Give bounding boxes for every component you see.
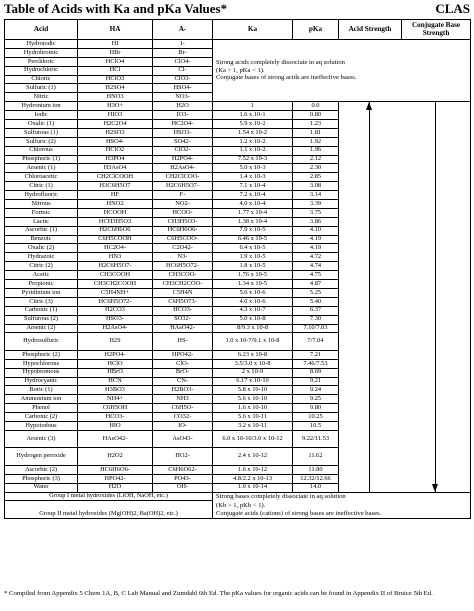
strength-arrows: [339, 102, 471, 492]
pka-value: 9.22/11.53: [293, 430, 339, 448]
conjugate-base: H2AsO4-: [153, 164, 213, 173]
pka-value: 1.23: [293, 120, 339, 129]
ka-value: 1.6 x 10-10: [213, 404, 293, 413]
table-body: [5, 40, 471, 519]
ka-value: 6.17 x 10-10: [213, 377, 293, 386]
acid-name: Chloric: [5, 75, 78, 84]
conjugate-base: HAsO42-: [153, 324, 213, 333]
acid-strength-arrow-icon: [369, 102, 370, 491]
acid-formula: H2O2: [78, 448, 153, 466]
ka-value: 7.1 x 10-4: [213, 182, 293, 191]
ka-value: 5.6 x 10-6: [213, 288, 293, 297]
acid-formula: HC6H5O72-: [78, 297, 153, 306]
col-ka: Ka: [213, 20, 293, 40]
acid-formula: H3BO3: [78, 386, 153, 395]
acid-name: Hypobromous: [5, 368, 78, 377]
ka-value: 1.77 x 10-4: [213, 208, 293, 217]
pka-value: 1.96: [293, 146, 339, 155]
strong-base-note: Strong bases completely dissociate in aq solution: [213, 492, 471, 501]
ka-value: 5.8 x 10-10: [213, 386, 293, 395]
pka-value: 4.72: [293, 253, 339, 262]
acid-name: Hypochlorous: [5, 359, 78, 368]
acid-name: Ammonium ion: [5, 395, 78, 404]
acid-formula: C5H4NH+: [78, 288, 153, 297]
ka-value: 5.9 x 10-2: [213, 120, 293, 129]
conjugate-base: H2O: [153, 102, 213, 111]
ka-value: 5.0 x 10-3: [213, 164, 293, 173]
acid-name: Acetic: [5, 271, 78, 280]
col-acid-strength: Acid Strength: [339, 20, 402, 40]
ka-value: 1.76 x 10-5: [213, 271, 293, 280]
acid-name: Hydrocyanic: [5, 377, 78, 386]
pka-value: 2.30: [293, 164, 339, 173]
pka-value: 4.19: [293, 235, 339, 244]
acid-formula: HIO: [78, 422, 153, 431]
acid-name: Pyridinium ion: [5, 288, 78, 297]
acid-formula: HBr: [78, 48, 153, 57]
acid-formula: H2PO4-: [78, 350, 153, 359]
col-acid: Acid: [5, 20, 78, 40]
acid-formula: HSO4-: [78, 137, 153, 146]
ka-value: 1.38 x 10-4: [213, 217, 293, 226]
conjugate-base: AsO43-: [153, 430, 213, 448]
acid-formula: HNO3: [78, 93, 153, 102]
acid-name: Hydrochloric: [5, 66, 78, 75]
ka-value: 1.2 x 10-2: [213, 137, 293, 146]
conjugate-base: HSO4-: [153, 84, 213, 93]
conjugate-base: H2PO4-: [153, 155, 213, 164]
conjugate-base: HPO42-: [153, 350, 213, 359]
acid-name: Ascorbic (1): [5, 226, 78, 235]
pka-value: 11.80: [293, 465, 339, 474]
acid-name: Citric (1): [5, 182, 78, 191]
conjugate-base: SO32-: [153, 315, 213, 324]
document-header: [4, 1, 470, 18]
conjugate-base: CH3COO-: [153, 271, 213, 280]
ka-value: 4.3 x 10-7: [213, 306, 293, 315]
conjugate-base: NH3: [153, 395, 213, 404]
acid-formula: C6H5OH: [78, 404, 153, 413]
conjugate-base: ClO2-: [153, 146, 213, 155]
pka-value: 0.0: [293, 102, 339, 111]
conjugate-base: NO3-: [153, 93, 213, 102]
pka-value: 10.5: [293, 422, 339, 431]
strong-base-row: [5, 501, 471, 510]
pka-value: 1.92: [293, 137, 339, 146]
conjugate-base: HC6H6O6-: [153, 226, 213, 235]
conjugate-base: ClO4-: [153, 57, 213, 66]
pka-value: 9.80: [293, 404, 339, 413]
acid-name: Arsenic (2): [5, 324, 78, 333]
acid-formula: H2C2O4: [78, 120, 153, 129]
conjugate-base: F-: [153, 191, 213, 200]
acid-formula: H2AsO4-: [78, 324, 153, 333]
base-strength-arrow-icon: [435, 102, 436, 491]
conjugate-base: CH3H5O3-: [153, 217, 213, 226]
acid-formula: HIO3: [78, 111, 153, 120]
acid-formula: HCOOH: [78, 208, 153, 217]
acid-name: Lactic: [5, 217, 78, 226]
acid-name: Nitric: [5, 93, 78, 102]
acid-name: Carbonic (2): [5, 413, 78, 422]
acid-formula: H2SO4: [78, 84, 153, 93]
acid-formula: H3C6H5O7: [78, 182, 153, 191]
conjugate-base: HC2O4-: [153, 120, 213, 129]
ka-value: 1.6 x 10-1: [213, 111, 293, 120]
pka-value: 7.30: [293, 315, 339, 324]
ka-value: 1.34 x 10-5: [213, 280, 293, 289]
ka-value: 5.0 x 10-8: [213, 315, 293, 324]
acid-name: Water: [5, 483, 78, 492]
acid-name: Hydrofluoric: [5, 191, 78, 200]
acid-name: Hydrogen peroxide: [5, 448, 78, 466]
acid-formula: H2C6H5O7-: [78, 262, 153, 271]
conjugate-base: ClO-: [153, 359, 213, 368]
conjugate-base: H2BO3-: [153, 386, 213, 395]
strong-base-label: Group II metal hydroxides (Mg(OH)2, Ba(OH)2, etc.): [5, 510, 213, 519]
acid-formula: HNO2: [78, 200, 153, 209]
acid-formula: NH4+: [78, 395, 153, 404]
strong-base-label: Group I metal hydroxides (LiOH, NaOH, etc.): [5, 492, 213, 501]
page-title: Table of Acids with Ka and pKa Values*: [4, 1, 228, 16]
acid-name: Carbonic (1): [5, 306, 78, 315]
pka-value: 12.32/12.66: [293, 474, 339, 483]
pka-value: 3.75: [293, 208, 339, 217]
strong-base-row: [5, 492, 471, 501]
conjugate-base: HC6H5O72-: [153, 262, 213, 271]
pka-value: 3.14: [293, 191, 339, 200]
acid-formula: HPO42-: [78, 474, 153, 483]
pka-value: 2.85: [293, 173, 339, 182]
conjugate-base: C5H4N: [153, 288, 213, 297]
acid-name: Hydronium ion: [5, 102, 78, 111]
ka-value: 3.5/3.0 x 10-8: [213, 359, 293, 368]
ka-value: 4.0 x 10-6: [213, 297, 293, 306]
col-a: A-: [153, 20, 213, 40]
acid-formula: HClO: [78, 359, 153, 368]
acid-name: Iodic: [5, 111, 78, 120]
conjugate-base: C2O42-: [153, 244, 213, 253]
acid-formula: HBrO: [78, 368, 153, 377]
strong-base-label: [5, 501, 213, 510]
pka-value: 5.40: [293, 297, 339, 306]
acid-name: Phosphoric (2): [5, 350, 78, 359]
pka-value: 11.62: [293, 448, 339, 466]
conjugate-base: HCOO-: [153, 208, 213, 217]
conjugate-base: BrO-: [153, 368, 213, 377]
ka-value: 1.0 x 10-14: [213, 483, 293, 492]
ka-value: 1.4 x 10-3: [213, 173, 293, 182]
acid-name: Phenol: [5, 404, 78, 413]
acid-formula: HClO3: [78, 75, 153, 84]
ka-value: 3.2 x 10-11: [213, 422, 293, 431]
pka-value: 5.25: [293, 288, 339, 297]
col-ha: HA: [78, 20, 153, 40]
acid-name: Hydrazoic: [5, 253, 78, 262]
ka-value: 1.6 x 10-12: [213, 465, 293, 474]
acid-formula: HC6H6O6-: [78, 465, 153, 474]
strong-acid-row: [5, 40, 471, 49]
conjugate-base: I-: [153, 40, 213, 49]
acid-formula: H2SO3: [78, 128, 153, 137]
pka-value: 4.75: [293, 271, 339, 280]
pka-value: 0.80: [293, 111, 339, 120]
conjugate-base: N3-: [153, 253, 213, 262]
acid-name: Ascorbic (2): [5, 465, 78, 474]
pka-value: 3.86: [293, 217, 339, 226]
ka-value: 8/9.3 x 10-8: [213, 324, 293, 333]
acid-name: Formic: [5, 208, 78, 217]
ka-value: 6.46 x 10-5: [213, 235, 293, 244]
conjugate-base: HS-: [153, 333, 213, 351]
ka-value: 1: [213, 102, 293, 111]
acid-formula: CH3COOH: [78, 271, 153, 280]
acid-formula: HC2O4-: [78, 244, 153, 253]
acid-name: Boric (1): [5, 386, 78, 395]
acid-formula: H2CO3: [78, 306, 153, 315]
conjugate-base: PO43-: [153, 474, 213, 483]
pka-value: 1.81: [293, 128, 339, 137]
acid-formula: HCl: [78, 66, 153, 75]
conjugate-base: CH2ClCOO-: [153, 173, 213, 182]
conjugate-base: ClO3-: [153, 75, 213, 84]
pka-value: 9.24: [293, 386, 339, 395]
ka-value: 5.6 x 10-11: [213, 413, 293, 422]
pka-value: 7.10/7.03: [293, 324, 339, 333]
conjugate-base: C6H5COO-: [153, 235, 213, 244]
ka-value: 2.4 x 10-12: [213, 448, 293, 466]
header-row: [5, 20, 471, 40]
acid-formula: H2O: [78, 483, 153, 492]
acid-name: Sulfurous (2): [5, 315, 78, 324]
pka-value: 14.0: [293, 483, 339, 492]
acid-formula: HClO4: [78, 57, 153, 66]
acid-name: Hydroiodic: [5, 40, 78, 49]
acid-row: [5, 102, 471, 111]
ka-value: 1.54 x 10-2: [213, 128, 293, 137]
strong-base-note: (Kb > 1, pKb < 1).: [213, 501, 471, 510]
ka-value: 5.6 x 10-10: [213, 395, 293, 404]
pka-value: 2.12: [293, 155, 339, 164]
ka-value: 7.2 x 10-4: [213, 191, 293, 200]
ka-value: 4.8/2.2 x 10-13: [213, 474, 293, 483]
acid-formula: H3AsO4: [78, 164, 153, 173]
strong-base-row: [5, 510, 471, 519]
acid-formula: HCH3H5O3: [78, 217, 153, 226]
acid-name: Citric (3): [5, 297, 78, 306]
acid-name: Hypoiodous: [5, 422, 78, 431]
conjugate-base: HO2-: [153, 448, 213, 466]
pka-value: 9.21: [293, 377, 339, 386]
col-pka: pKa: [293, 20, 339, 40]
acid-formula: HAsO42-: [78, 430, 153, 448]
pka-value: 7/7.04: [293, 333, 339, 351]
acid-name: Propionic: [5, 280, 78, 289]
acid-name: Benzoic: [5, 235, 78, 244]
acid-name: Oxalic (1): [5, 120, 78, 129]
acid-formula: H3PO4: [78, 155, 153, 164]
pka-value: 4.10: [293, 226, 339, 235]
acid-name: Chlorous: [5, 146, 78, 155]
acid-formula: H3O+: [78, 102, 153, 111]
strong-acid-note-line: Strong acids completely dissociate in aq solution: [216, 59, 345, 67]
ka-value: 2 x 10-9: [213, 368, 293, 377]
conjugate-base: IO3-: [153, 111, 213, 120]
acid-table: [4, 19, 471, 519]
acid-name: Arsenic (1): [5, 164, 78, 173]
conjugate-base: C6H5O-: [153, 404, 213, 413]
acid-name: Phosphoric (1): [5, 155, 78, 164]
acid-formula: C6H5COOH: [78, 235, 153, 244]
ka-value: 7.52 x 10-3: [213, 155, 293, 164]
acid-name: Nitrous: [5, 200, 78, 209]
ka-value: 6.0 x 10-10/3.0 x 10-12: [213, 430, 293, 448]
col-base-strength: Conjugate Base Strength: [402, 20, 471, 40]
acid-formula: HClO2: [78, 146, 153, 155]
ka-value: 6.4 x 10-5: [213, 244, 293, 253]
pka-value: 8.69: [293, 368, 339, 377]
acid-name: Sulfuric (1): [5, 84, 78, 93]
pka-value: 9.25: [293, 395, 339, 404]
acid-name: Sulfurous (1): [5, 128, 78, 137]
conjugate-base: OH-: [153, 483, 213, 492]
acid-name: Sulfuric (2): [5, 137, 78, 146]
acid-name: Citric (2): [5, 262, 78, 271]
pka-value: 3.39: [293, 200, 339, 209]
acid-formula: HF: [78, 191, 153, 200]
conjugate-base: HSO3-: [153, 128, 213, 137]
conjugate-base: NO2-: [153, 200, 213, 209]
corner-label: CLAS: [435, 1, 470, 16]
pka-value: 7.21: [293, 350, 339, 359]
ka-value: 7.9 x 10-5: [213, 226, 293, 235]
conjugate-base: CH3CH2COO-: [153, 280, 213, 289]
acid-formula: H2S: [78, 333, 153, 351]
ka-value: 6.23 x 10-8: [213, 350, 293, 359]
conjugate-base: SO42-: [153, 137, 213, 146]
acid-name: Phosphoric (3): [5, 474, 78, 483]
conjugate-base: Cl-: [153, 66, 213, 75]
pka-value: 6.37: [293, 306, 339, 315]
conjugate-base: CO32-: [153, 413, 213, 422]
acid-name: Oxalic (2): [5, 244, 78, 253]
conjugate-base: IO-: [153, 422, 213, 431]
footnote: * Compiled from Appendix 5 Chem 1A, B, C Lab Manual and Zumdahl 6th Ed. The pKa values for organic acids can be found in Appendix II of Bruice 5th Ed.: [4, 590, 433, 597]
strong-base-note: Conjugate acids (cations) of strong bases are ineffective bases.: [213, 510, 471, 519]
pka-value: 4.87: [293, 280, 339, 289]
ka-value: 1.9 x 10-5: [213, 253, 293, 262]
pka-value: 3.08: [293, 182, 339, 191]
acid-formula: HCO3-: [78, 413, 153, 422]
strong-acid-note: [213, 40, 471, 102]
pka-value: 4.19: [293, 244, 339, 253]
pka-value: 4.74: [293, 262, 339, 271]
acid-formula: HSO3-: [78, 315, 153, 324]
pka-value: 10.25: [293, 413, 339, 422]
acid-formula: HN3: [78, 253, 153, 262]
conjugate-base: C6H6O62-: [153, 465, 213, 474]
acid-formula: HCN: [78, 377, 153, 386]
acid-name: Perchloric: [5, 57, 78, 66]
conjugate-base: Br-: [153, 48, 213, 57]
strong-acid-note-line: Conjugate bases of strong acids are ineffective bases.: [216, 74, 357, 82]
acid-formula: CH3CH2COOH: [78, 280, 153, 289]
acid-formula: H2C6H6O6: [78, 226, 153, 235]
strong-acid-note-line: (Ka > 1, pKa < 1).: [216, 66, 265, 74]
acid-formula: HI: [78, 40, 153, 49]
acid-name: Hydrobromic: [5, 48, 78, 57]
ka-value: 1.0 x 10-7/9.1 x 10-8: [213, 333, 293, 351]
ka-value: 1.8 x 10-5: [213, 262, 293, 271]
conjugate-base: C6H5O73-: [153, 297, 213, 306]
conjugate-base: CN-: [153, 377, 213, 386]
ka-value: 4.0 x 10-4: [213, 200, 293, 209]
acid-name: Chloroacetic: [5, 173, 78, 182]
acid-name: Arsenic (3): [5, 430, 78, 448]
acid-formula: CH2ClCOOH: [78, 173, 153, 182]
acid-name: Hydrosulfuric: [5, 333, 78, 351]
ka-value: 1.1 x 10-2: [213, 146, 293, 155]
conjugate-base: H2C6H5O7-: [153, 182, 213, 191]
conjugate-base: HCO3-: [153, 306, 213, 315]
pka-value: 7.46/7.53: [293, 359, 339, 368]
